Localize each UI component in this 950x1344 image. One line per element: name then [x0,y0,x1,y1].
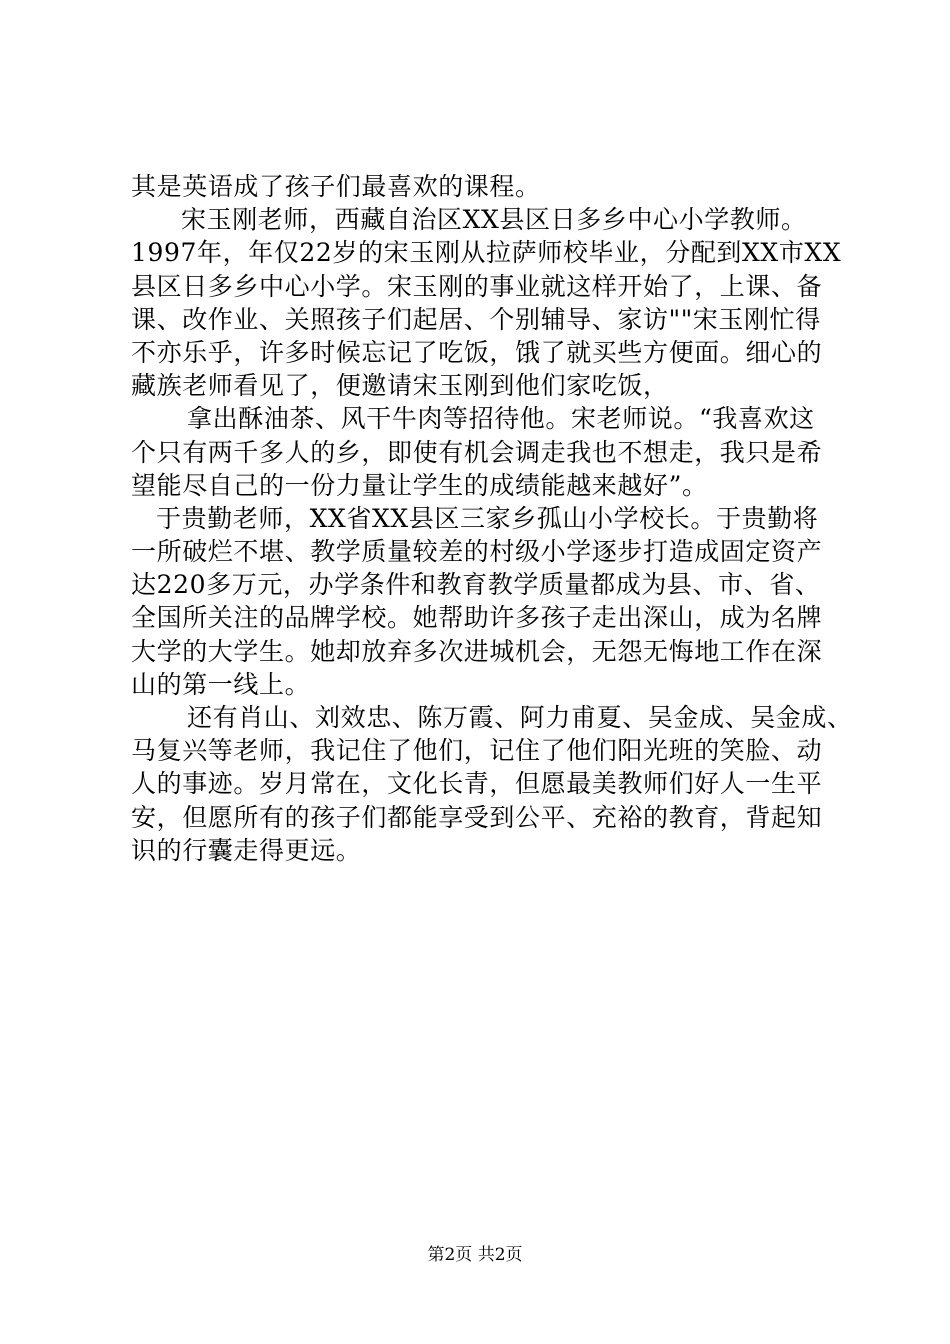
text-line: 望能尽自己的一份力量让学生的成绩能越来越好”。 [131,470,708,500]
text-line: 大学的大学生。她却放弃多次进城机会，无怨无悔地工作在深 [131,636,823,666]
text-line: 不亦乐乎，许多时候忘记了吃饭，饿了就买些方便面。细心的 [131,337,823,367]
text-line: 还有肖山、刘效忠、陈万霞、阿力甫夏、吴金成、吴金成、 [187,703,853,732]
page-number-footer: 第2页 共2页 [427,1245,523,1265]
text-line: 课、改作业、关照孩子们起居、个别辅导、家访""宋玉刚忙得 [131,304,821,334]
text-line: 于贵勤老师，XX省XX县区三家乡孤山小学校长。于贵勤将 [156,503,819,533]
text-line: 全国所关注的品牌学校。她帮助许多孩子走出深山，成为名牌 [131,603,823,633]
text-line: 识的行囊走得更远。 [131,835,362,865]
text-line: 人的事迹。岁月常在，文化长青，但愿最美教师们好人一生平 [131,769,823,799]
document-body [131,170,853,867]
text-line: 达220多万元，办学条件和教育教学质量都成为县、市、省、 [131,570,821,600]
text-line: 安，但愿所有的孩子们都能享受到公平、充裕的教育，背起知 [131,802,823,832]
text-line: 1997年，年仅22岁的宋玉刚从拉萨师校毕业，分配到XX市XX [131,238,842,268]
text-line: 马复兴等老师，我记住了他们，记住了他们阳光班的笑脸、动 [131,736,823,766]
text-line: 宋玉刚老师，西藏自治区XX县区日多乡中心小学教师。 [181,205,807,235]
text-line: 拿出酥油茶、风干牛肉等招待他。宋老师说。“我喜欢这 [187,404,815,434]
text-line: 一所破烂不堪、教学质量较差的村级小学逐步打造成固定资产 [131,537,823,567]
text-line: 个只有两千多人的乡，即使有机会调走我也不想走，我只是希 [131,437,823,467]
text-line: 县区日多乡中心小学。宋玉刚的事业就这样开始了，上课、备 [131,271,823,301]
text-line: 山的第一线上。 [131,669,311,699]
text-line: 其是英语成了孩子们最喜欢的课程。 [131,172,541,201]
text-line: 藏族老师看见了，便邀请宋玉刚到他们家吃饭， [131,371,669,401]
